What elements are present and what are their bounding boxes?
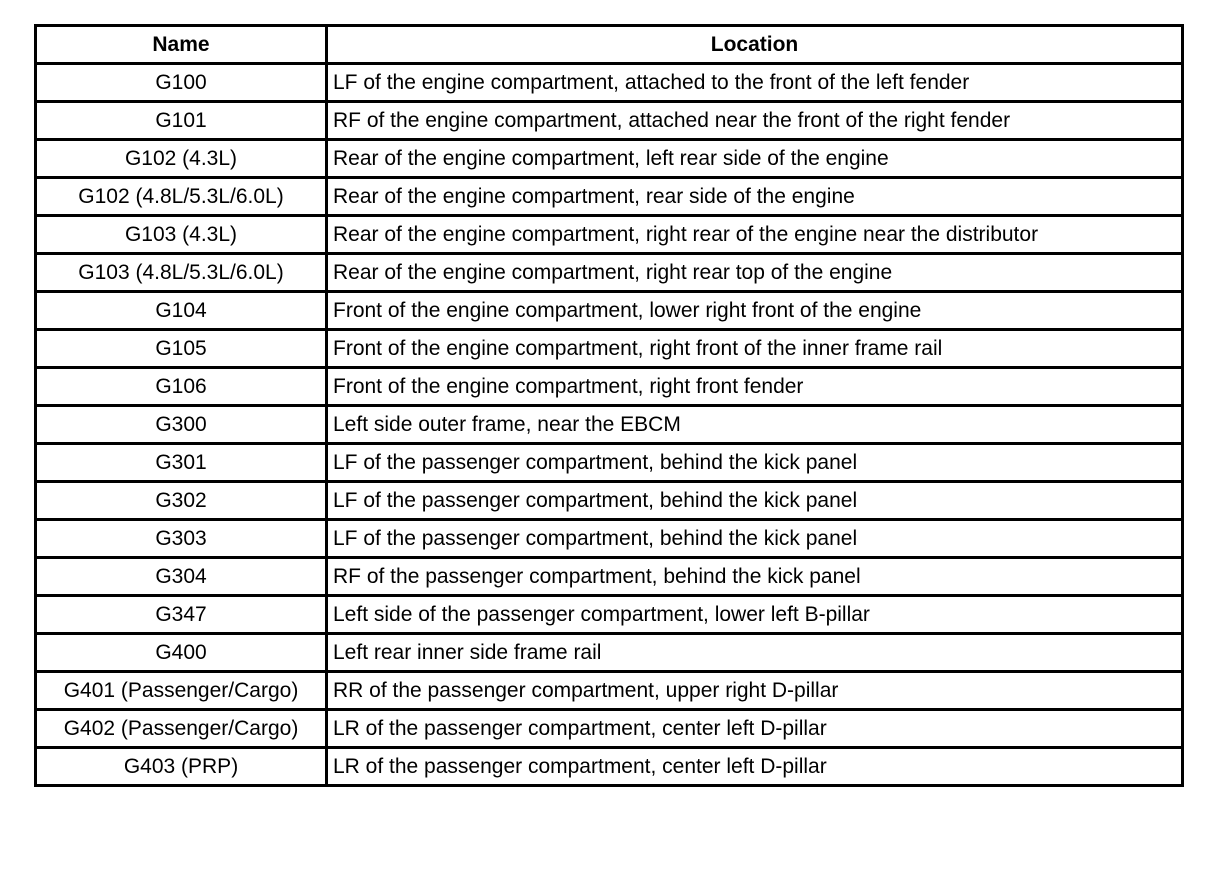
cell-name: G304 — [36, 558, 327, 596]
cell-location: Rear of the engine compartment, left rear side of the engine — [327, 140, 1183, 178]
table-row — [36, 634, 1183, 672]
cell-name: G403 (PRP) — [36, 748, 327, 786]
table-row — [36, 178, 1183, 216]
table-row — [36, 216, 1183, 254]
cell-name: G302 — [36, 482, 327, 520]
cell-name: G102 (4.3L) — [36, 140, 327, 178]
table-row — [36, 520, 1183, 558]
cell-location: Rear of the engine compartment, right rear top of the engine — [327, 254, 1183, 292]
cell-location: LF of the passenger compartment, behind the kick panel — [327, 444, 1183, 482]
table-row — [36, 368, 1183, 406]
header-location: Location — [327, 26, 1183, 64]
table-row — [36, 64, 1183, 102]
table-row — [36, 406, 1183, 444]
cell-name: G400 — [36, 634, 327, 672]
table-body — [36, 64, 1183, 786]
table-row — [36, 710, 1183, 748]
table-row — [36, 748, 1183, 786]
cell-location: Front of the engine compartment, lower right front of the engine — [327, 292, 1183, 330]
cell-name: G301 — [36, 444, 327, 482]
cell-name: G103 (4.3L) — [36, 216, 327, 254]
table-row — [36, 330, 1183, 368]
cell-name: G103 (4.8L/5.3L/6.0L) — [36, 254, 327, 292]
table-row — [36, 596, 1183, 634]
cell-name: G402 (Passenger/Cargo) — [36, 710, 327, 748]
table-header-row — [36, 26, 1183, 64]
cell-location: Front of the engine compartment, right front fender — [327, 368, 1183, 406]
cell-name: G104 — [36, 292, 327, 330]
cell-location: RF of the passenger compartment, behind the kick panel — [327, 558, 1183, 596]
table-row — [36, 672, 1183, 710]
cell-name: G401 (Passenger/Cargo) — [36, 672, 327, 710]
cell-location: Left side outer frame, near the EBCM — [327, 406, 1183, 444]
cell-location: LF of the passenger compartment, behind the kick panel — [327, 482, 1183, 520]
cell-name: G101 — [36, 102, 327, 140]
header-name: Name — [36, 26, 327, 64]
cell-name: G303 — [36, 520, 327, 558]
table-row — [36, 254, 1183, 292]
table-row — [36, 444, 1183, 482]
table-row — [36, 140, 1183, 178]
cell-location: Left side of the passenger compartment, lower left B-pillar — [327, 596, 1183, 634]
cell-location: LF of the engine compartment, attached to the front of the left fender — [327, 64, 1183, 102]
cell-name: G100 — [36, 64, 327, 102]
cell-location: Rear of the engine compartment, right rear of the engine near the distributor — [327, 216, 1183, 254]
cell-location: Front of the engine compartment, right front of the inner frame rail — [327, 330, 1183, 368]
table-row — [36, 482, 1183, 520]
ground-locations-table — [34, 24, 1184, 787]
cell-location: RF of the engine compartment, attached near the front of the right fender — [327, 102, 1183, 140]
table-row — [36, 292, 1183, 330]
cell-name: G347 — [36, 596, 327, 634]
cell-location: Left rear inner side frame rail — [327, 634, 1183, 672]
cell-location: Rear of the engine compartment, rear side of the engine — [327, 178, 1183, 216]
cell-name: G300 — [36, 406, 327, 444]
table-row — [36, 102, 1183, 140]
table-row — [36, 558, 1183, 596]
cell-location: RR of the passenger compartment, upper right D-pillar — [327, 672, 1183, 710]
cell-name: G106 — [36, 368, 327, 406]
cell-name: G105 — [36, 330, 327, 368]
cell-location: LR of the passenger compartment, center left D-pillar — [327, 710, 1183, 748]
cell-location: LR of the passenger compartment, center left D-pillar — [327, 748, 1183, 786]
cell-name: G102 (4.8L/5.3L/6.0L) — [36, 178, 327, 216]
cell-location: LF of the passenger compartment, behind the kick panel — [327, 520, 1183, 558]
